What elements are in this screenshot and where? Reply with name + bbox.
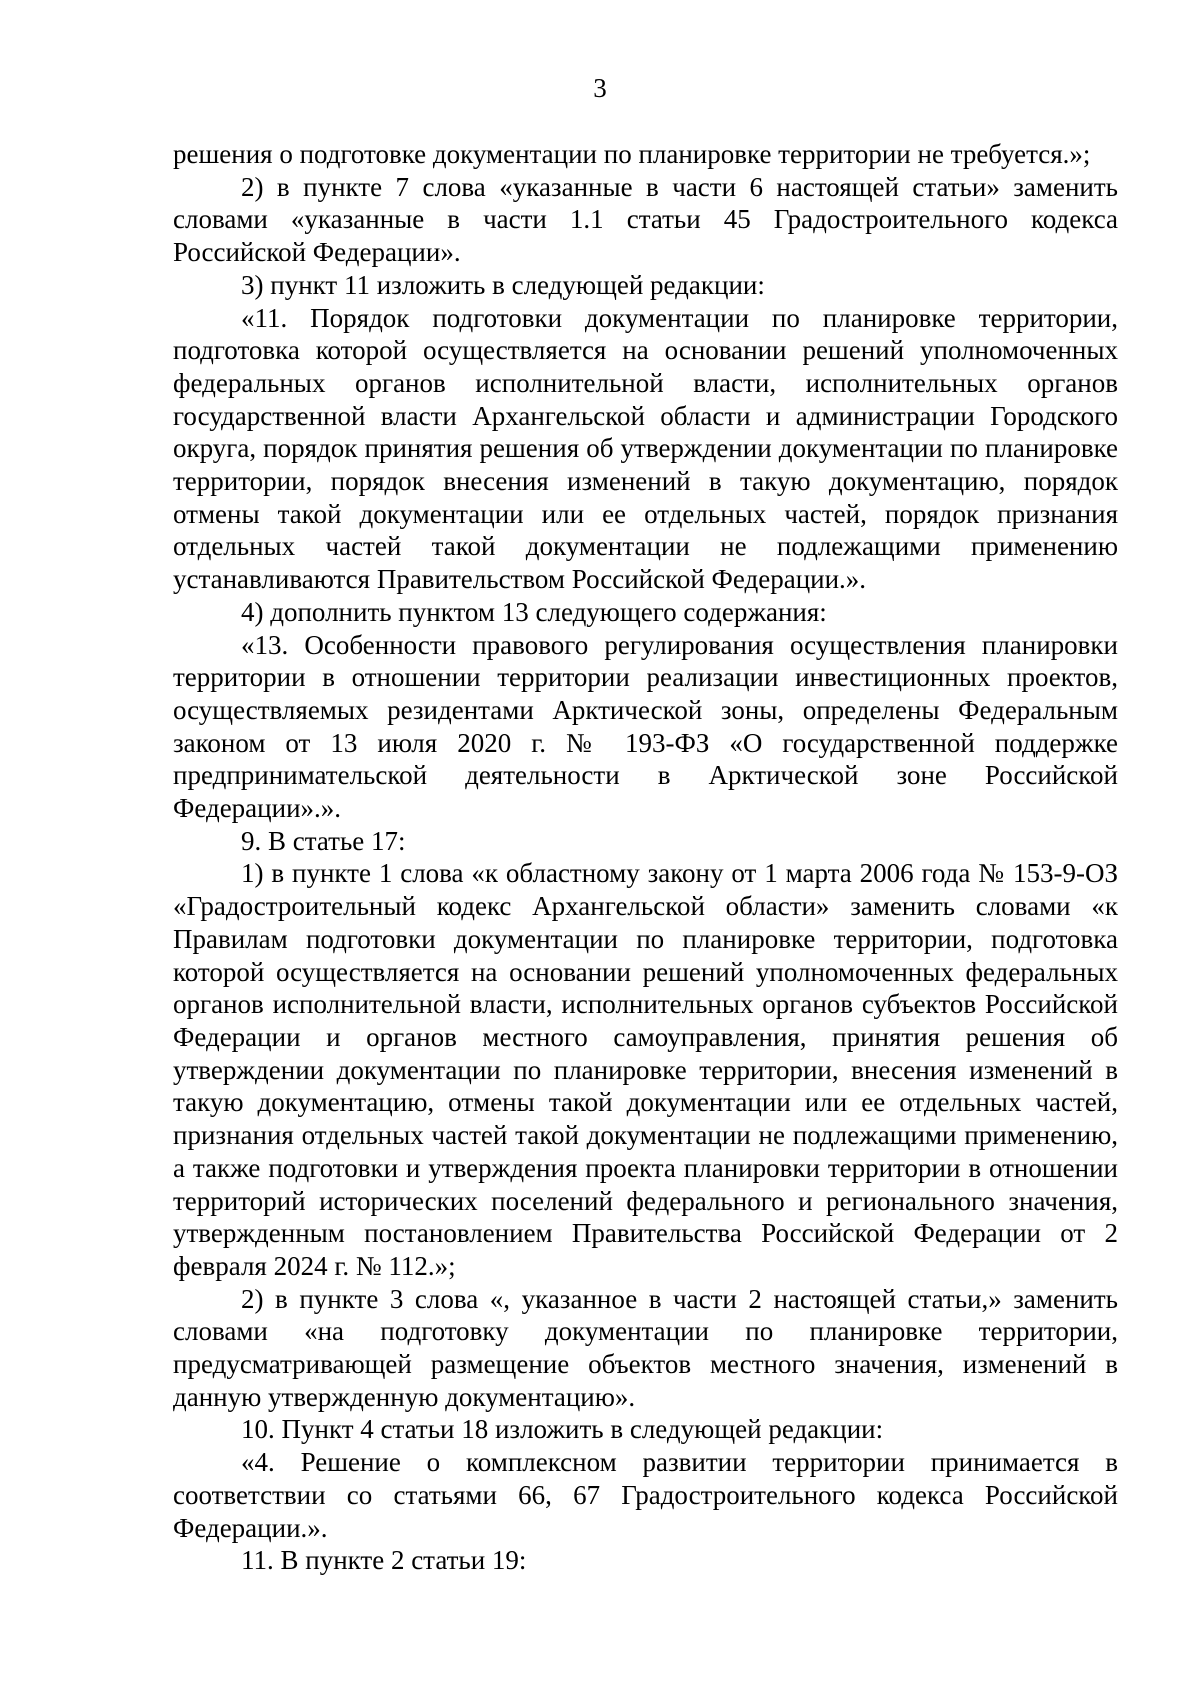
paragraph-section-9-item-2: 2) в пункте 3 слова «, указанное в части 2 настоящей статьи,» заменить словами «на подготовку документации по планировке территории, предусматривающей размещение объектов местного значения, изменений в данную утвержденную документацию».: [173, 1283, 1118, 1412]
paragraph-point-4-text: «4. Решение о комплексном развитии территории принимается в соответствии со статьями 66, 67 Градостроительного кодекса Российской Федерации.».: [173, 1447, 1118, 1543]
paragraph-item-4-point-13: 4) дополнить пунктом 13 следующего содержания:: [241, 596, 827, 627]
paragraph-section-9-item-1: 1) в пункте 1 слова «к областному закону от 1 марта 2006 года № 153-9-ОЗ «Градостроительный кодекс Архангельской области» заменить словами «к Правилам подготовки документации по планировке территории, подготовка которой осуществляется на основании решений уполномоченных федеральных органов исполнительной власти, исполнительных органов субъектов Российской Федерации и органов местного самоуправления, принятия решения об утверждении документации по планировке территории, внесения изменений в такую документацию, отмены такой документации или ее отдельных частей, признания отдельных частей такой документации не подлежащими применению, а также подготовки и утверждения проекта планировки территории в отношении территорий исторических поселений федерального и регионального значения, утвержденным постановлением Правительства Российской Федерации от 2 февраля 2024 г. № 112.»;: [173, 858, 1118, 1281]
paragraph-item-3-point-11: 3) пункт 11 изложить в следующей редакции:: [241, 269, 765, 300]
document-body: [173, 138, 1118, 1577]
paragraph-section-11: 11. В пункте 2 статьи 19:: [241, 1545, 527, 1576]
paragraph-item-2-point-7: 2) в пункте 7 слова «указанные в части 6 настоящей статьи» заменить словами «указанные в части 1.1 статьи 45 Градостроительного кодекса Российской Федерации».: [173, 171, 1118, 268]
paragraph-continuation: решения о подготовке документации по планировке территории не требуется.»;: [173, 139, 1091, 169]
page-number: 3: [593, 73, 607, 103]
paragraph-section-9: 9. В статье 17:: [241, 825, 406, 856]
paragraph-point-11-text: «11. Порядок подготовки документации по планировке территории, подготовка которой осуществляется на основании решений уполномоченных федеральных органов исполнительной власти, исполнительных органов государственной власти Архангельской области и администрации Городского округа, порядок принятия решения об утверждении документации по планировке территории, порядок внесения изменений в такую документацию, порядок отмены такой документации или ее отдельных частей, порядок признания отдельных частей такой документации не подлежащими применению устанавливаются Правительством Российской Федерации.».: [173, 302, 1118, 595]
paragraph-point-13-text: «13. Особенности правового регулирования осуществления планировки территории в отношении территории реализации инвестиционных проектов, осуществляемых резидентами Арктической зоны, определены Федеральным законом от 13 июля 2020 г. № 193-ФЗ «О государственной поддержке предпринимательской деятельности в Арктической зоне Российской Федерации».».: [173, 629, 1118, 824]
paragraph-section-10: 10. Пункт 4 статьи 18 изложить в следующей редакции:: [241, 1414, 884, 1445]
